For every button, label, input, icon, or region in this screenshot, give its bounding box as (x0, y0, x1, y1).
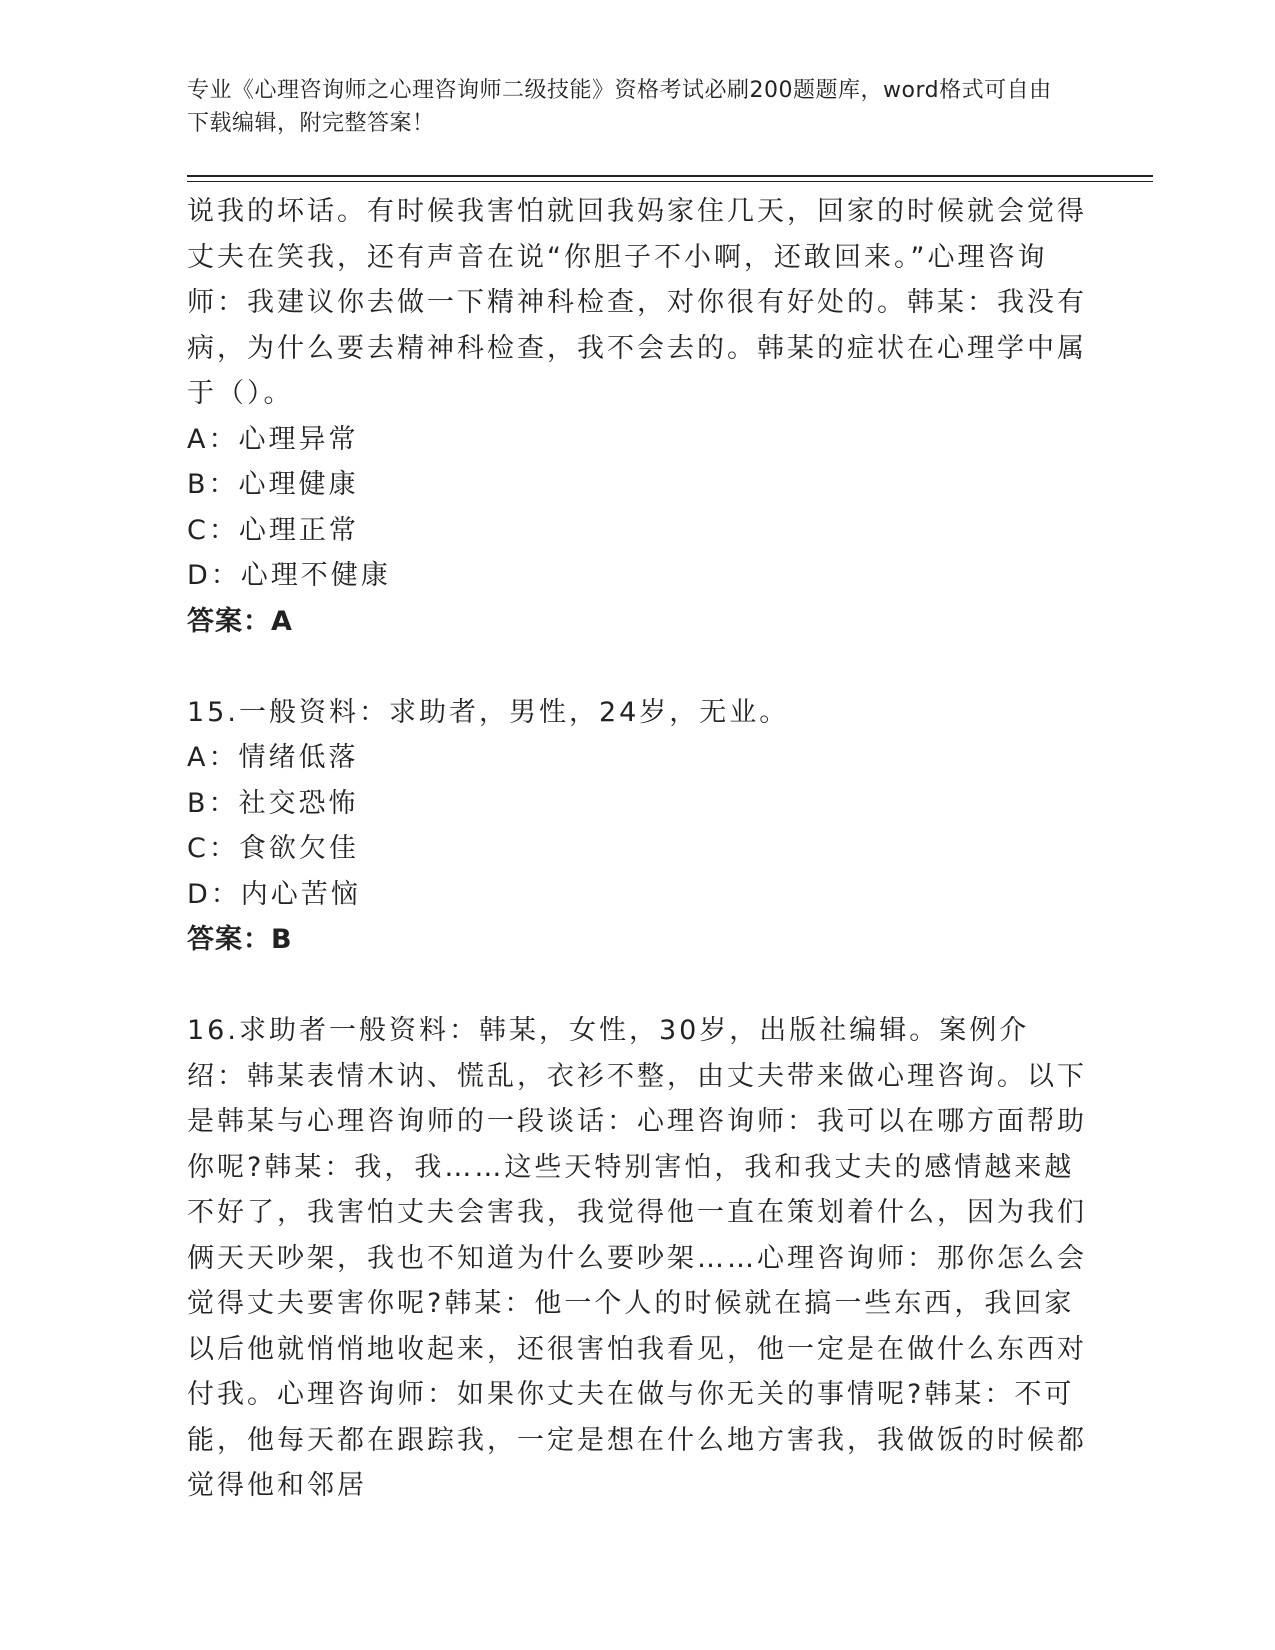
option-b: B：心理健康 (187, 469, 359, 500)
answer: 答案：B (187, 924, 293, 955)
question-16 (187, 1008, 1087, 1509)
spacer (187, 644, 1087, 690)
option-b: B：社交恐怖 (187, 787, 359, 819)
header-divider-thick (187, 175, 1153, 177)
option-a: A：情绪低落 (187, 742, 359, 773)
question-14 (187, 189, 1087, 644)
question-text: 说我的坏话。有时候我害怕就回我妈家住几天，回家的时候就会觉得丈夫在笑我，还有声音在说“你胆子不小啊，还敢回来。”心理咨询师：我建议你去做一下精神科检查，对你很有好处的。韩某：我没有病，为什么要去精神科检查，我不会去的。韩某的症状在心理学中属于（）。 (187, 196, 1087, 409)
option-d: D：心理不健康 (187, 560, 391, 591)
option-d: D：内心苦恼 (187, 878, 361, 910)
option-a: A：心理异常 (187, 423, 359, 455)
question-15 (187, 690, 1087, 963)
option-c: C：食欲欠佳 (187, 833, 359, 864)
document-header: 专业《心理咨询师之心理咨询师二级技能》资格考试必刷200题题库，word格式可自由下载编辑，附完整答案！ (187, 78, 1052, 136)
option-c: C：心理正常 (187, 514, 359, 546)
answer: 答案：A (187, 605, 293, 637)
question-text: 15.一般资料：求助者，男性，24岁，无业。 (187, 696, 790, 728)
header-divider-thin (187, 181, 1153, 182)
document-body (187, 189, 1087, 1509)
question-text: 16.求助者一般资料：韩某，女性，30岁，出版社编辑。案例介绍：韩某表情木讷、慌乱，衣衫不整，由丈夫带来做心理咨询。以下是韩某与心理咨询师的一段谈话：心理咨询师：我可以在哪方面帮助你呢?韩某：我，我……这些天特别害怕，我和我丈夫的感情越来越不好了，我害怕丈夫会害我，我觉得他一直在策划着什么，因为我们俩天天吵架，我也不知道为什么要吵架……心理咨询师：那你怎么会觉得丈夫要害你呢?韩某：他一个人的时候就在搞一些东西，我回家以后他就悄悄地收起来，还很害怕我看见，他一定是在做什么东西对付我。心理咨询师：如果你丈夫在做与你无关的事情呢?韩某：不可能，他每天都在跟踪我，一定是想在什么地方害我，我做饭的时候都觉得他和邻居 (187, 1015, 1087, 1501)
spacer (187, 963, 1087, 1009)
